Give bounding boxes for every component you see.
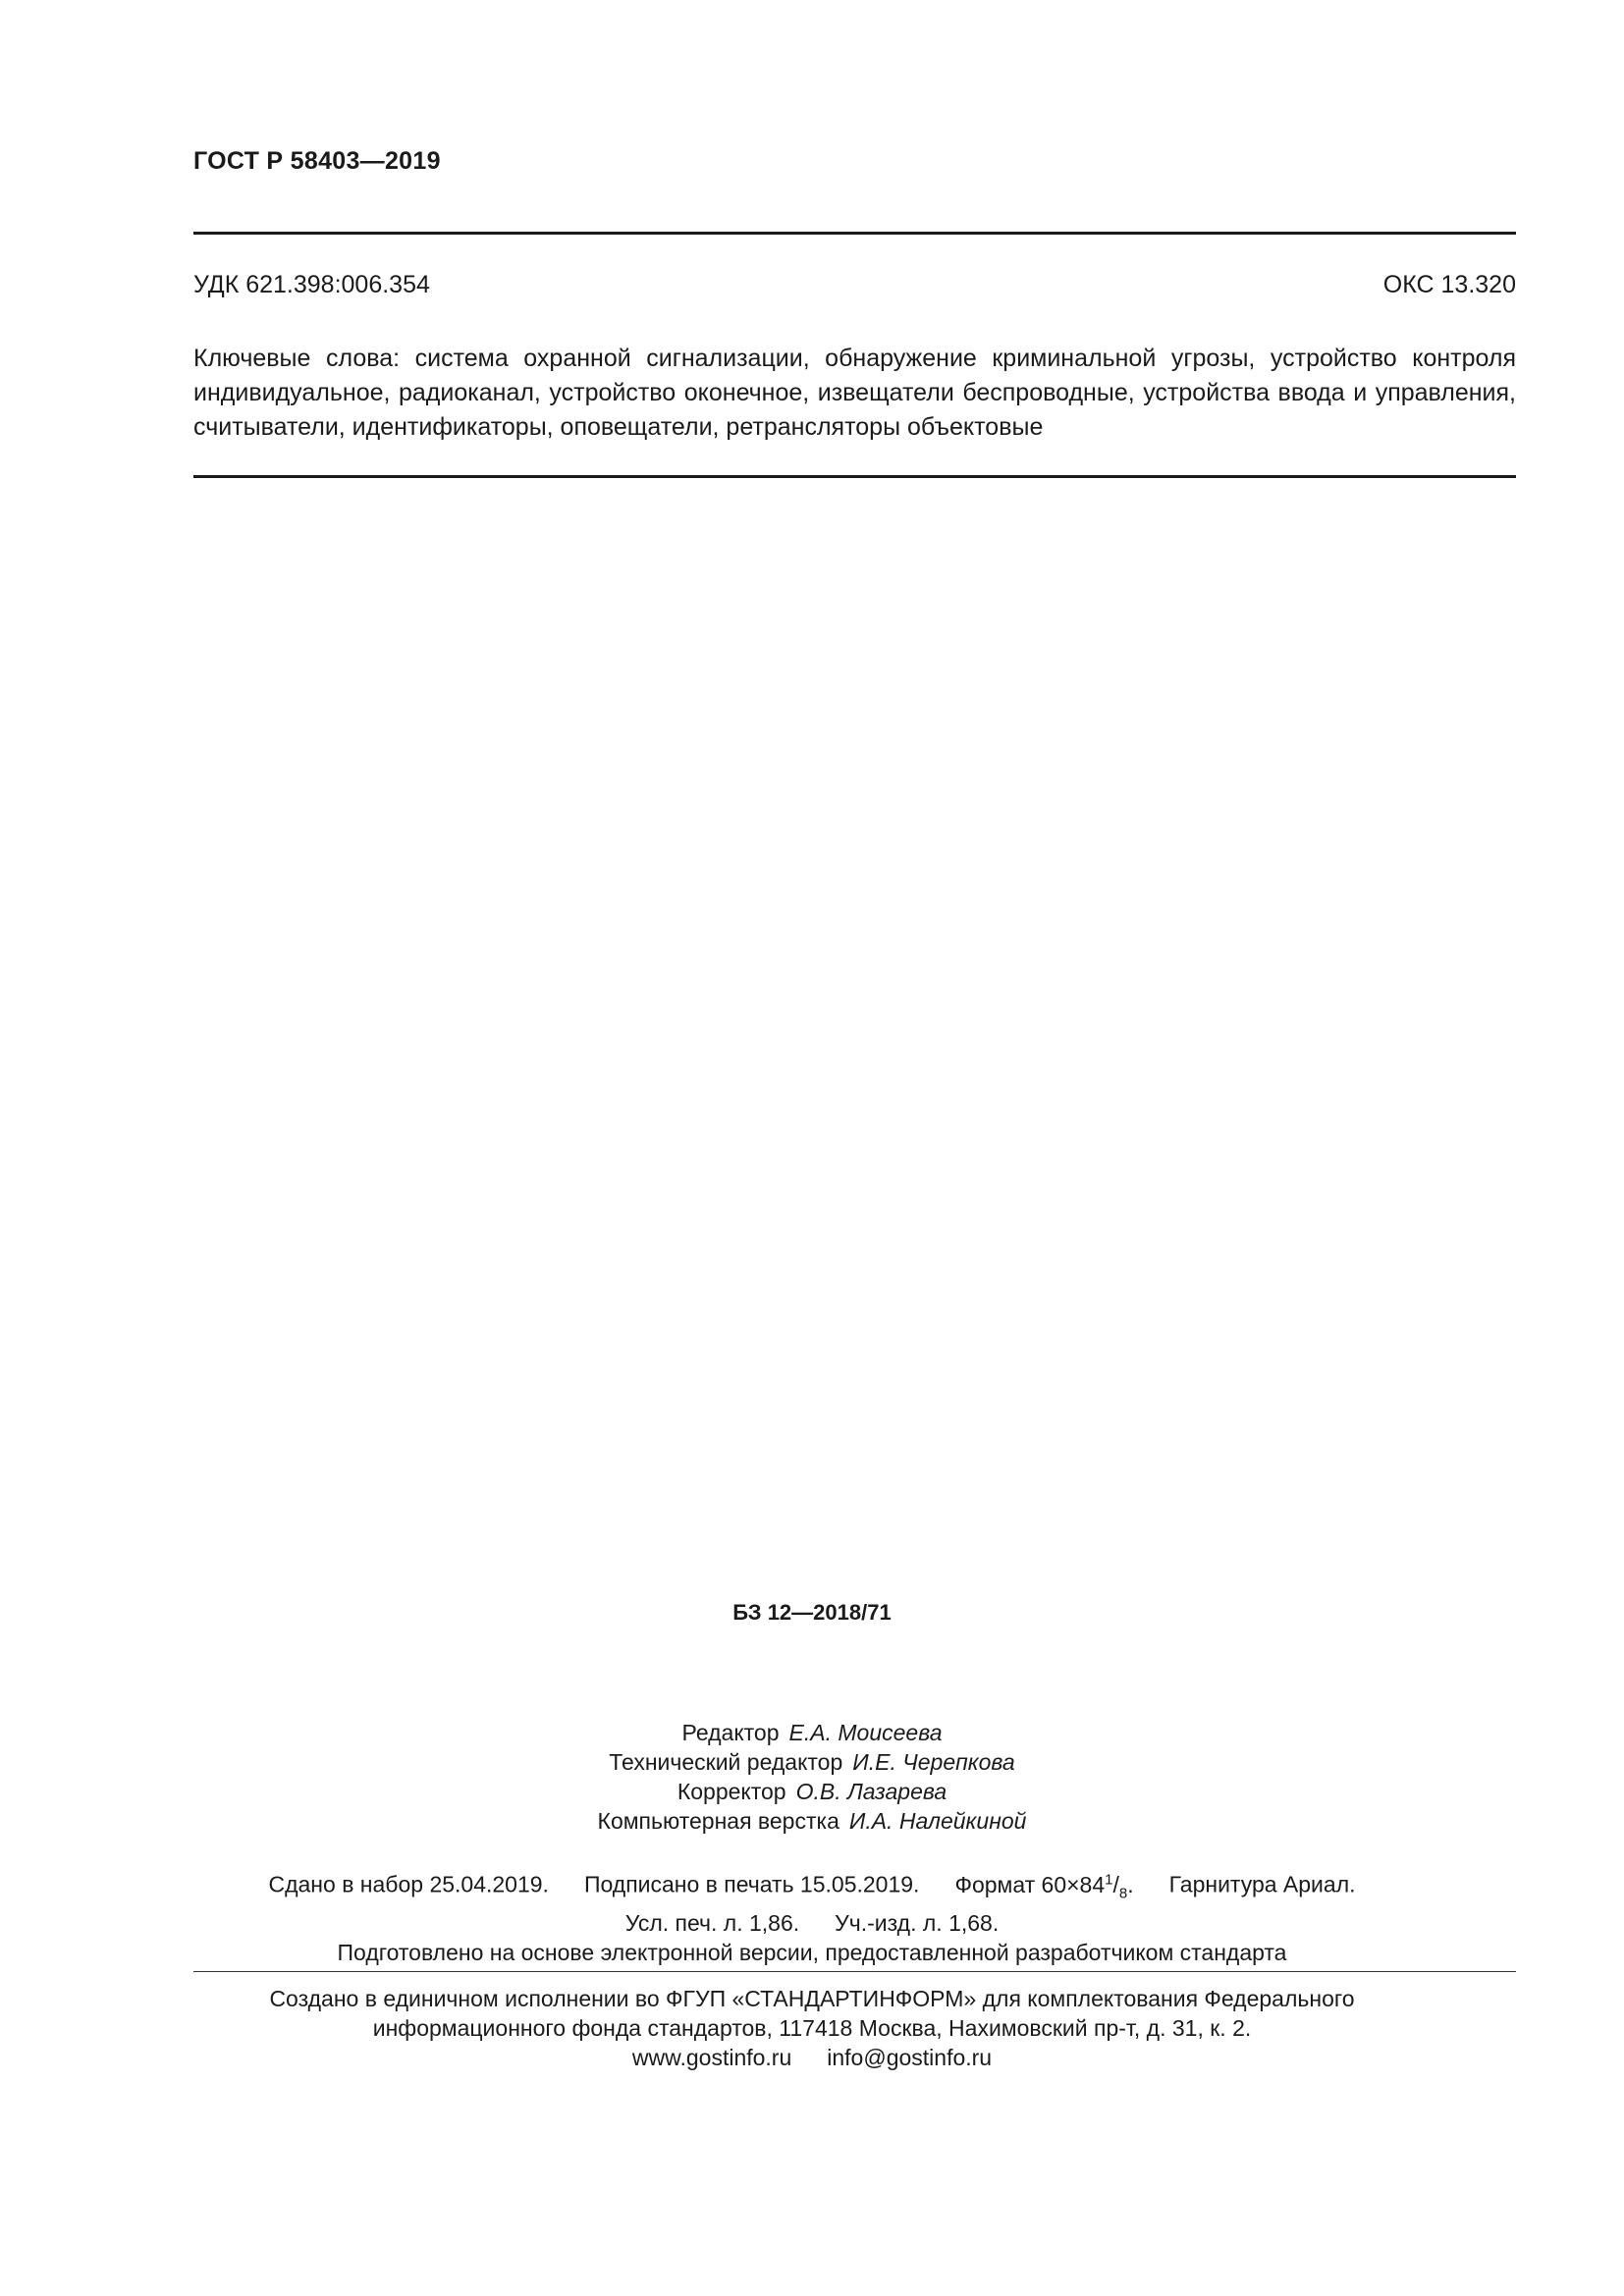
keywords-divider <box>193 475 1516 478</box>
classifiers-row <box>193 271 1516 299</box>
credit-editor <box>0 1718 1624 1747</box>
publisher-line-1: Создано в единичном исполнении во ФГУП «СТАНДАРТИНФОРМ» для комплектования Федерального <box>269 1986 1355 2011</box>
website-link[interactable]: www.gostinfo.ru <box>631 2045 792 2070</box>
submitted-date: Сдано в набор 25.04.2019. <box>268 1871 549 1897</box>
credits-block <box>0 1718 1624 1836</box>
udk-code: УДК 621.398:006.354 <box>193 271 430 298</box>
credit-label: Компьютерная верстка <box>597 1808 839 1834</box>
top-divider <box>193 232 1516 235</box>
credit-label: Технический редактор <box>609 1749 843 1775</box>
publisher-block <box>0 1984 1624 2072</box>
credit-tech-editor <box>0 1747 1624 1777</box>
signed-date: Подписано в печать 15.05.2019. <box>583 1871 920 1897</box>
document-id: ГОСТ Р 58403—2019 <box>193 147 441 175</box>
paper-format: Формат $60\times 84^1/_8$. <box>954 1871 1134 1902</box>
prepared-note: Подготовлено на основе электронной версии, предоставленной разработчиком стандарта <box>337 1940 1287 1966</box>
credit-name: Е.А. Моисеева <box>788 1720 943 1745</box>
credit-label: Корректор <box>677 1779 786 1804</box>
credit-layout <box>0 1806 1624 1836</box>
typeface: Гарнитура Ариал. <box>1168 1871 1356 1897</box>
publisher-sheets: Уч.-изд. л. 1,68. <box>835 1910 1000 1937</box>
email-link[interactable]: info@gostinfo.ru <box>827 2045 993 2070</box>
credit-name: И.А. Налейкиной <box>848 1808 1027 1834</box>
credit-name: И.Е. Черепкова <box>852 1749 1015 1775</box>
print-info-line-1 <box>0 1865 1624 1908</box>
series-number: БЗ 12—2018/71 <box>732 1600 892 1625</box>
credit-corrector <box>0 1777 1624 1806</box>
publisher-contacts <box>0 2043 1624 2072</box>
bottom-divider <box>193 1971 1516 1972</box>
keywords-paragraph: Ключевые слова: система охранной сигнализации, обнаружение криминальной угрозы, устройство контроля индивидуальное, радиоканал, устройство оконечное, извещатели беспроводные, устройства ввода и управления, считыватели, идентификаторы, оповещатели, ретрансляторы объектовые <box>193 345 1516 441</box>
print-info-block <box>0 1865 1624 1967</box>
print-info-line-2 <box>0 1908 1624 1938</box>
print-sheets: Усл. печ. л. 1,86. <box>624 1910 800 1937</box>
oks-code: ОКС 13.320 <box>1382 271 1516 298</box>
credit-name: О.В. Лазарева <box>795 1779 947 1804</box>
credit-label: Редактор <box>681 1720 780 1745</box>
publisher-line-2: информационного фонда стандартов, 117418 Москва, Нахимовский пр-т, д. 31, к. 2. <box>372 2015 1252 2041</box>
